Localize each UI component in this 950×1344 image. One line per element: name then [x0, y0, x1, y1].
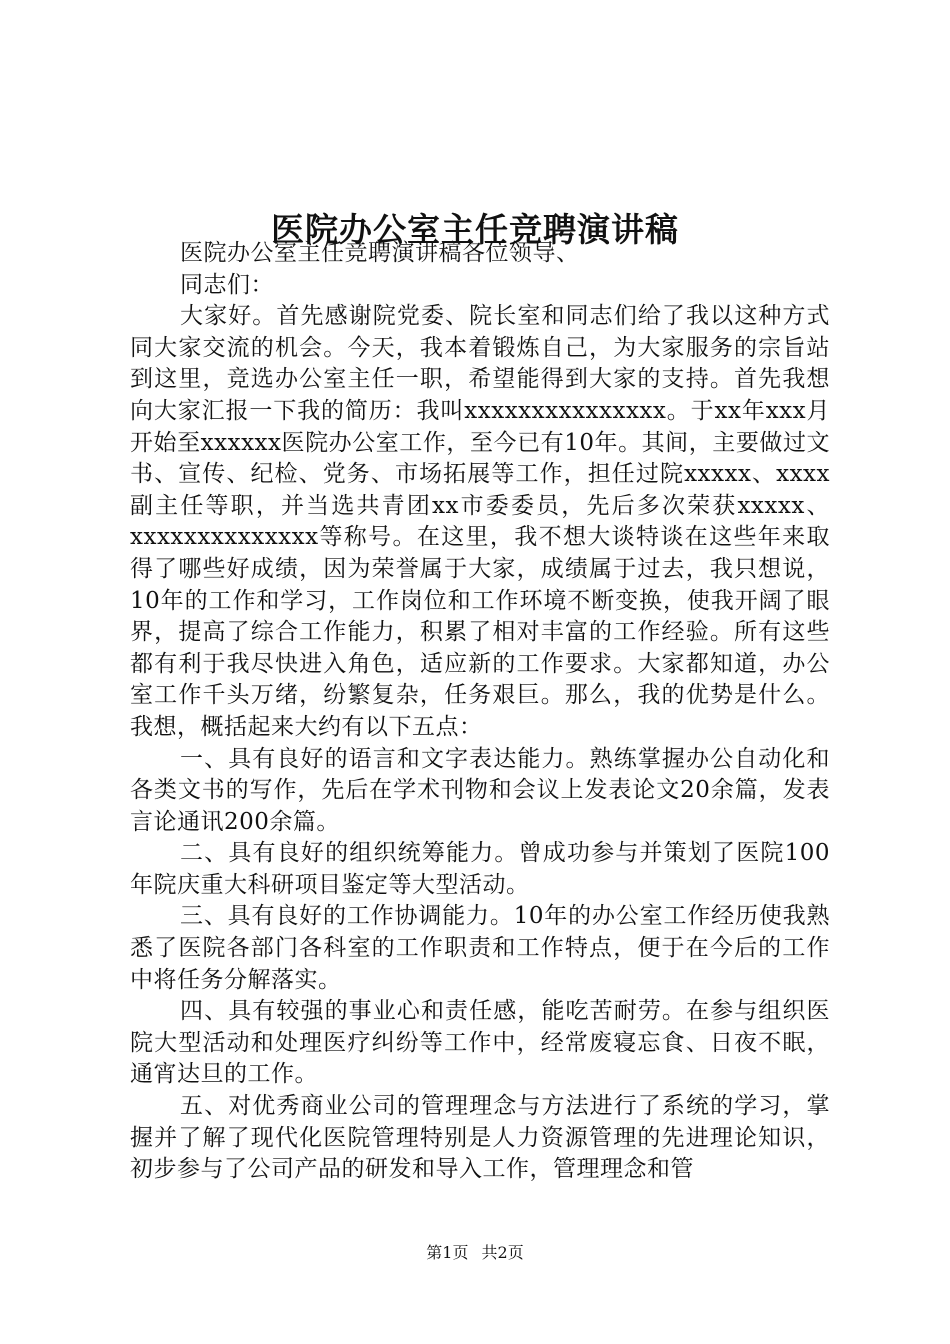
paragraph-salutation-cont: 同志们： — [180, 271, 274, 298]
paragraph-strength-2: 二、具有良好的组织统筹能力。曾成功参与并策划了医院100年院庆重大科研项目鉴定等大型活动。 — [130, 840, 830, 898]
page-number-footer: 第1页 共2页 — [426, 1243, 524, 1262]
document-body — [130, 238, 830, 1186]
paragraph-strength-3: 三、具有良好的工作协调能力。10年的办公室工作经历使我熟悉了医院各部门各科室的工作职责和工作特点，便于在今后的工作中将任务分解落实。 — [130, 903, 830, 993]
paragraph-strength-5: 五、对优秀商业公司的管理理念与方法进行了系统的学习，掌握并了解了现代化医院管理特别是人力资源管理的先进理论知识，初步参与了公司产品的研发和导入工作，管理理念和管 — [130, 1093, 830, 1183]
paragraph-strength-4: 四、具有较强的事业心和责任感，能吃苦耐劳。在参与组织医院大型活动和处理医疗纠纷等工作中，经常废寝忘食、日夜不眠，通宵达旦的工作。 — [130, 998, 830, 1088]
paragraph-introduction: 大家好。首先感谢院党委、院长室和同志们给了我以这种方式同大家交流的机会。今天，我本着锻炼自己，为大家服务的宗旨站到这里，竞选办公室主任一职，希望能得到大家的支持。首先我想向大家汇报一下我的简历：我叫xxxxxxxxxxxxxxx。于xx年xxx月开始至xxxxxx医院办公室工作，至今已有10年。其间，主要做过文书、宣传、纪检、党务、市场拓展等工作，担任过院xxxxx、xxxx副主任等职，并当选共青团xx市委委员，先后多次荣获xxxxx、xxxxxxxxxxxxxx等称号。在这里，我不想大谈特谈在这些年来取得了哪些好成绩，因为荣誉属于大家，成绩属于过去，我只想说，10年的工作和学习，工作岗位和工作环境不断变换，使我开阔了眼界，提高了综合工作能力，积累了相对丰富的工作经验。所有这些都有利于我尽快进入角色，适应新的工作要求。大家都知道，办公室工作千头万绪，纷繁复杂，任务艰巨。那么，我的优势是什么。我想，概括起来大约有以下五点： — [130, 303, 830, 740]
paragraph-salutation: 医院办公室主任竞聘演讲稿各位领导、 — [180, 240, 580, 266]
paragraph-strength-1: 一、具有良好的语言和文字表达能力。熟练掌握办公自动化和各类文书的写作，先后在学术刊物和会议上发表论文20余篇，发表言论通讯200余篇。 — [130, 745, 830, 835]
document-title: 医院办公室主任竞聘演讲稿 — [271, 210, 679, 250]
